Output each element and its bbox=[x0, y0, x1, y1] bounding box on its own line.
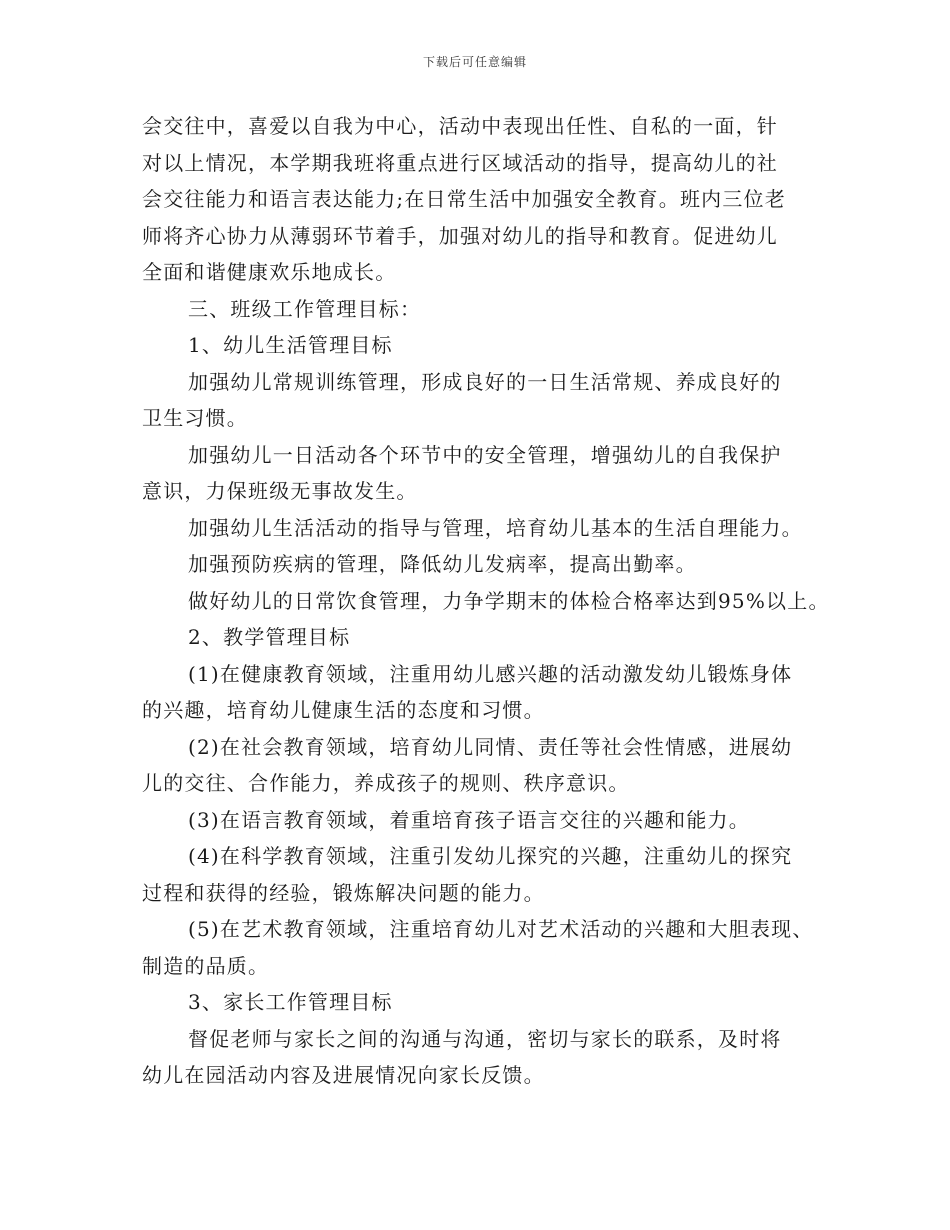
document-body bbox=[142, 108, 842, 1094]
text-line: 意识，力保班级无事故发生。 bbox=[142, 479, 418, 503]
text-line: 加强幼儿一日活动各个环节中的安全管理，增强幼儿的自我保护 bbox=[188, 442, 782, 467]
text-line: 对以上情况，本学期我班将重点进行区域活动的指导，提高幼儿的社 bbox=[142, 150, 778, 175]
text-line: 三、班级工作管理目标： bbox=[188, 296, 422, 321]
text-line: (3)在语言教育领域，着重培育孩子语言交往的兴趣和能力。 bbox=[188, 807, 750, 832]
text-line: 加强预防疾病的管理，降低幼儿发病率，提高出勤率。 bbox=[188, 552, 697, 576]
text-line: 的兴趣，培育幼儿健康生活的态度和习惯。 bbox=[142, 698, 545, 722]
text-line: 会交往能力和语言表达能力;在日常生活中加强安全教育。班内三位老 bbox=[142, 187, 786, 211]
text-line: (4)在科学教育领域，注重引发幼儿探究的兴趣，注重幼儿的探究 bbox=[188, 844, 793, 868]
text-line: 卫生习惯。 bbox=[142, 406, 248, 430]
text-line: 儿的交往、合作能力，养成孩子的规则、秩序意识。 bbox=[142, 771, 630, 795]
text-line: 全面和谐健康欢乐地成长。 bbox=[142, 260, 397, 284]
text-line: 会交往中，喜爱以自我为中心，活动中表现出任性、自私的一面，针 bbox=[142, 114, 778, 138]
text-line: 做好幼儿的日常饮食管理，力争学期末的体检合格率达到95%以上。 bbox=[188, 588, 830, 613]
text-line: 师将齐心协力从薄弱环节着手，加强对幼儿的指导和教育。促进幼儿 bbox=[142, 223, 778, 248]
text-line: 过程和获得的经验，锻炼解决问题的能力。 bbox=[142, 880, 545, 905]
text-line: 加强幼儿生活活动的指导与管理，培育幼儿基本的生活自理能力。 bbox=[188, 515, 803, 540]
text-line: 3、家长工作管理目标 bbox=[188, 990, 393, 1014]
text-line: (5)在艺术教育领域，注重培育幼儿对艺术活动的兴趣和大胆表现、 bbox=[188, 917, 814, 941]
text-line: 加强幼儿常规训练管理，形成良好的一日生活常规、养成良好的 bbox=[188, 369, 782, 394]
text-line: (2)在社会教育领域，培育幼儿同情、责任等社会性情感，进展幼 bbox=[188, 734, 793, 759]
text-line: 1、幼儿生活管理目标 bbox=[188, 333, 393, 357]
text-line: 督促老师与家长之间的沟通与沟通，密切与家长的联系，及时将 bbox=[188, 1026, 782, 1051]
text-line: (1)在健康教育领域，注重用幼儿感兴趣的活动激发幼儿锻炼身体 bbox=[188, 661, 793, 686]
text-line: 2、教学管理目标 bbox=[188, 625, 351, 649]
page-header: 下载后可任意编辑 bbox=[422, 55, 527, 69]
text-line: 制造的品质。 bbox=[142, 953, 270, 978]
text-line: 幼儿在园活动内容及进展情况向家长反馈。 bbox=[142, 1063, 545, 1087]
